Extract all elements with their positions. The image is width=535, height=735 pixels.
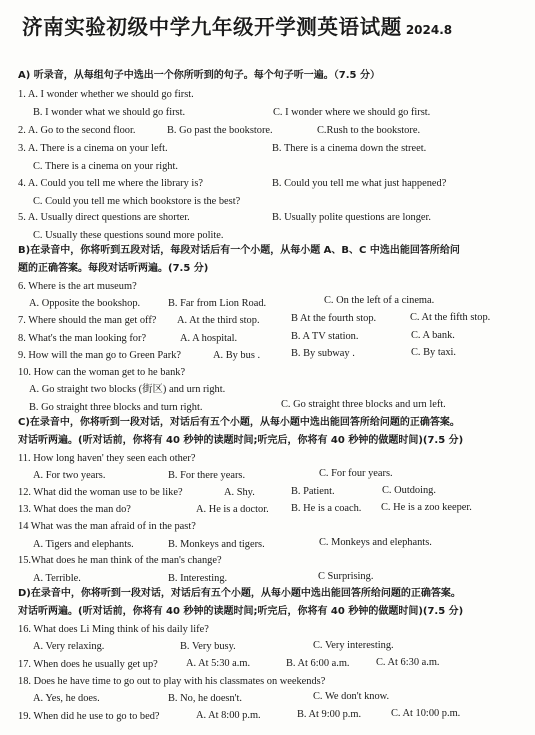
q10-option-a: A. Go straight two blocks (街区) and urn right. — [29, 384, 226, 395]
q6-question: 6. Where is the art museum? — [18, 281, 137, 292]
q9-question: 9. How will the man go to Green Park? — [18, 350, 182, 361]
q2-option-b: B. Go past the bookstore. — [167, 125, 273, 136]
q5-option-c: C. Usually these questions sound more polite. — [33, 230, 224, 241]
section-d-instruction-line1: D)在录音中，你将听到一段对话，对话后有五个小题，从每小题中选出能回答所给问题的正确答案。 — [18, 588, 461, 599]
q15-option-a: A. Terrible. — [33, 573, 81, 584]
q14-option-b: B. Monkeys and tigers. — [168, 539, 265, 550]
section-c-instruction-line2: 对话听两遍。(听对话前，你将有 40 秒钟的读题时间;听完后，你将有 40 秒钟的做题时间)(7.5 分) — [18, 435, 464, 446]
q13-option-c: C. He is a zoo keeper. — [381, 502, 472, 513]
q12-option-c: C. Outdoing. — [382, 485, 436, 496]
q8-option-c: C. A bank. — [411, 330, 455, 341]
section-c-instruction-line1: C)在录音中，你将听到一段对话，对话后有五个小题，从每小题中选出能回答所给问题的正确答案。 — [18, 417, 460, 428]
title-date: 2024.8 — [405, 23, 453, 37]
q3-option-a: 3. A. There is a cinema on your left. — [18, 143, 168, 154]
q11-question: 11. How long haven' they seen each other? — [18, 453, 196, 464]
q18-option-b: B. No, he doesn't. — [168, 693, 243, 704]
q6-option-c: C. On the left of a cinema. — [324, 295, 435, 306]
q15-question: 15.What does he man think of the man's change? — [18, 555, 222, 566]
q18-option-c: C. We don't know. — [313, 691, 390, 702]
q7-question: 7. Where should the man get off? — [18, 315, 157, 326]
q3-option-b: B. There is a cinema down the street. — [272, 143, 427, 154]
exam-title — [22, 10, 452, 40]
q10-option-c: C. Go straight three blocks and urn left. — [281, 399, 446, 410]
q17-option-a: A. At 5:30 a.m. — [186, 658, 251, 669]
q14-option-c: C. Monkeys and elephants. — [319, 537, 432, 548]
q18-question: 18. Does he have time to go out to play with his classmates on weekends? — [18, 676, 326, 687]
q4-option-b: B. Could you tell me what just happened? — [272, 178, 447, 189]
q3-option-c: C. There is a cinema on your right. — [33, 161, 178, 172]
q17-option-c: C. At 6:30 a.m. — [376, 657, 440, 668]
q5-option-a: 5. A. Usually direct questions are shorter. — [18, 212, 190, 223]
q13-option-a: A. He is a doctor. — [196, 504, 269, 515]
section-b-instruction-line2: 题的正确答案。每段对话听两遍。(7.5 分) — [18, 263, 209, 274]
q4-option-c: C. Could you tell me which bookstore is the best? — [33, 196, 241, 207]
q16-option-b: B. Very busy. — [180, 641, 236, 652]
q12-option-b: B. Patient. — [291, 486, 335, 497]
q9-option-b: B. By subway . — [291, 348, 355, 359]
q11-option-c: C. For four years. — [319, 468, 393, 479]
q15-option-b: B. Interesting. — [168, 573, 228, 584]
q9-option-c: C. By taxi. — [411, 347, 457, 358]
q18-option-a: A. Yes, he does. — [33, 693, 100, 704]
title-main: 济南实验初级中学九年级开学测英语试题 — [22, 15, 402, 39]
q17-question: 17. When does he usually get up? — [18, 659, 158, 670]
q14-question: 14 What was the man afraid of in the past? — [18, 521, 196, 532]
q19-option-a: A. At 8:00 p.m. — [196, 710, 261, 721]
q11-option-a: A. For two years. — [33, 470, 106, 481]
q19-question: 19. When did he use to go to bed? — [18, 711, 160, 722]
q8-option-b: B. A TV station. — [291, 331, 359, 342]
q7-option-c: C. At the fifth stop. — [410, 312, 491, 323]
q10-option-b: B. Go straight three blocks and turn right. — [29, 402, 203, 413]
section-b-instruction-line1: B)在录音中，你将听到五段对话，每段对话后有一个小题，从每小题 A、B、C 中选出能回答所给问 — [18, 245, 460, 256]
q17-option-b: B. At 6:00 a.m. — [286, 658, 350, 669]
q16-question: 16. What does Li Ming think of his daily life? — [18, 624, 209, 635]
q8-option-a: A. A hospital. — [180, 333, 238, 344]
q14-option-a: A. Tigers and elephants. — [33, 539, 134, 550]
q7-option-a: A. At the third stop. — [177, 315, 260, 326]
section-d-instruction-line2: 对话听两遍。(听对话前，你将有 40 秒钟的读题时间;听完后，你将有 40 秒钟的做题时间)(7.5 分) — [18, 606, 464, 617]
q1-option-c: C. I wonder where we should go first. — [273, 107, 431, 118]
q6-option-a: A. Opposite the bookshop. — [29, 298, 141, 309]
section-a-instruction: A) 听录音，从每组句子中选出一个你所听到的句子。每个句子听一遍。（7.5 分） — [18, 70, 380, 81]
q16-option-a: A. Very relaxing. — [33, 641, 105, 652]
q6-option-b: B. Far from Lion Road. — [168, 298, 267, 309]
q13-question: 13. What does the man do? — [18, 504, 131, 515]
q9-option-a: A. By bus . — [213, 350, 261, 361]
q2-option-c: C.Rush to the bookstore. — [317, 125, 421, 136]
q10-question: 10. How can the woman get to he bank? — [18, 367, 186, 378]
q1-option-a: 1. A. I wonder whether we should go first. — [18, 89, 194, 100]
q4-option-a: 4. A. Could you tell me where the library is? — [18, 178, 203, 189]
q13-option-b: B. He is a coach. — [291, 503, 362, 514]
q19-option-b: B. At 9:00 p.m. — [297, 709, 362, 720]
q7-option-b: B At the fourth stop. — [291, 313, 377, 324]
q8-question: 8. What's the man looking for? — [18, 333, 147, 344]
q2-option-a: 2. A. Go to the second floor. — [18, 125, 136, 136]
q1-option-b: B. I wonder what we should go first. — [33, 107, 186, 118]
q12-question: 12. What did the woman use to be like? — [18, 487, 183, 498]
q12-option-a: A. Shy. — [224, 487, 255, 498]
q19-option-c: C. At 10:00 p.m. — [391, 708, 461, 719]
q5-option-b: B. Usually polite questions are longer. — [272, 212, 432, 223]
q11-option-b: B. For there years. — [168, 470, 246, 481]
q16-option-c: C. Very interesting. — [313, 640, 394, 651]
q15-option-c: C Surprising. — [318, 571, 374, 582]
